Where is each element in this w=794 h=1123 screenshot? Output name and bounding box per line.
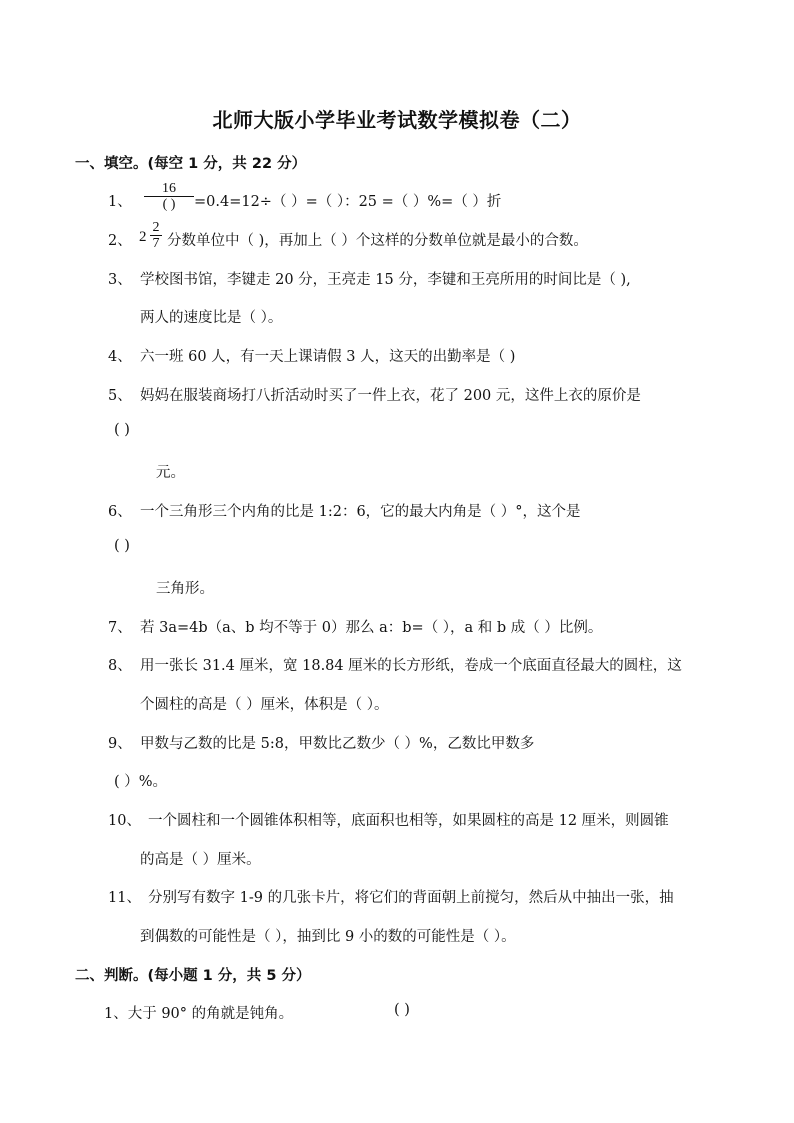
question-text-continued: 三角形。 xyxy=(156,581,214,597)
question-number: 9、 xyxy=(108,736,132,752)
question-number: 4、 xyxy=(108,349,132,365)
question-number: 7、 xyxy=(108,620,132,636)
question-text: 六一班 60 人，有一天上课请假 3 人，这天的出勤率是（ ) xyxy=(140,349,516,365)
question-text: 甲数与乙数的比是 5:8，甲数比乙数少（ ）%，乙数比甲数多 xyxy=(140,736,535,752)
mixed-number-whole: 2 xyxy=(139,229,147,245)
question-number: 8、 xyxy=(108,658,132,674)
question-text-continued: 元。 xyxy=(156,465,185,481)
question-text: 分数单位中（ )，再加上（ ）个这样的分数单位就是最小的合数。 xyxy=(167,233,588,249)
fraction-denominator: ( ) xyxy=(162,197,176,212)
question-text: 1、大于 90° 的角就是钝角。 xyxy=(104,1006,294,1022)
answer-blank: ( ）%。 xyxy=(114,774,168,790)
question-number: 11、 xyxy=(108,890,141,906)
section-heading-fill-blank: 一、填空。(每空 1 分，共 22 分） xyxy=(75,156,307,172)
question-text-continued: 到偶数的可能性是（ ），抽到比 9 小的数的可能性是（ ）。 xyxy=(140,929,516,945)
fraction-denominator: 7 xyxy=(152,236,160,251)
fraction xyxy=(144,181,194,213)
question-text: 一个圆柱和一个圆锥体积相等，底面积也相等，如果圆柱的高是 12 厘米，则圆锥 xyxy=(148,813,669,829)
answer-blank: ( ) xyxy=(114,422,130,438)
answer-blank: ( ) xyxy=(394,1002,410,1018)
question-text-continued: 个圆柱的高是（ ）厘米，体积是（ ）。 xyxy=(140,697,389,713)
question-number: 3、 xyxy=(108,272,132,288)
page-title: 北师大版小学毕业考试数学模拟卷（二） xyxy=(212,108,582,132)
question-text: 学校图书馆，李键走 20 分，王亮走 15 分，李键和王亮所用的时间比是（ ), xyxy=(140,272,631,288)
question-text: 一个三角形三个内角的比是 1:2：6，它的最大内角是（ ）°，这个是 xyxy=(140,504,581,520)
question-number: 1、 xyxy=(108,194,132,210)
question-text: 若 3a=4b（a、b 均不等于 0）那么 a：b=（ ），a 和 b 成（ ）比例。 xyxy=(140,620,603,636)
section-heading-true-false: 二、判断。(每小题 1 分，共 5 分） xyxy=(75,968,311,984)
fraction xyxy=(150,220,162,252)
question-number: 2、 xyxy=(108,233,132,249)
question-text: 分别写有数字 1-9 的几张卡片，将它们的背面朝上前搅匀，然后从中抽出一张，抽 xyxy=(148,890,674,906)
question-text: 妈妈在服装商场打八折活动时买了一件上衣，花了 200 元，这件上衣的原价是 xyxy=(140,388,641,404)
fraction-numerator: 16 xyxy=(162,181,176,196)
fraction-numerator: 2 xyxy=(152,220,160,235)
question-text: =0.4=12÷（ ）=（ ）：25 =（ ）%=（ ）折 xyxy=(194,194,502,210)
answer-blank: ( ) xyxy=(114,538,130,554)
question-number: 5、 xyxy=(108,388,132,404)
question-number: 6、 xyxy=(108,504,132,520)
question-text-continued: 的高是（ ）厘米。 xyxy=(140,852,261,868)
question-text-continued: 两人的速度比是（ ）。 xyxy=(140,310,283,326)
question-text: 用一张长 31.4 厘米，宽 18.84 厘米的长方形纸，卷成一个底面直径最大的圆柱，这 xyxy=(140,658,682,674)
question-number: 10、 xyxy=(108,813,141,829)
